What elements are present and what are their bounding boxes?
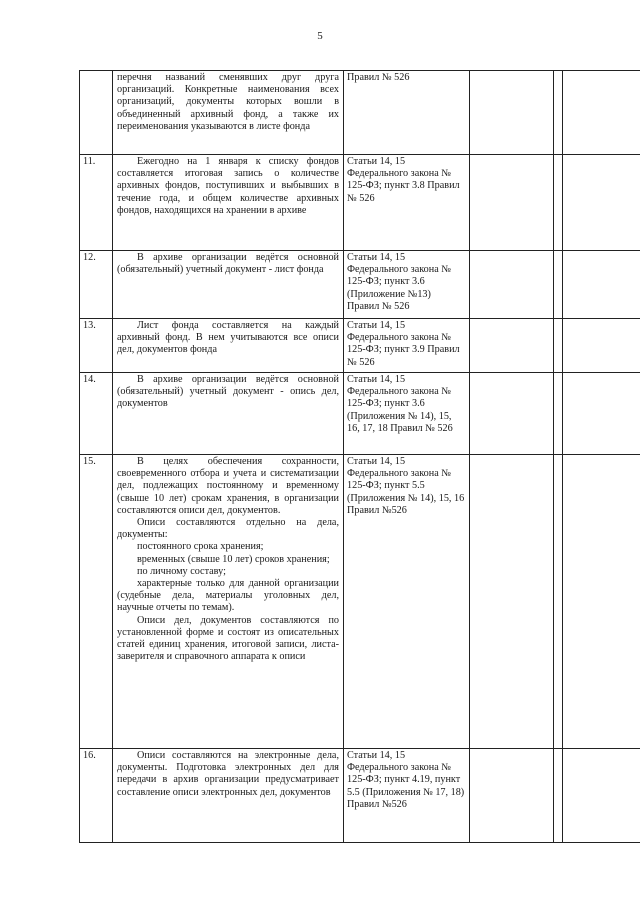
table-row: [80, 251, 640, 319]
row-number: 14.: [80, 373, 113, 455]
empty-cell: [470, 251, 554, 319]
empty-cell: [554, 749, 563, 843]
row-number: 15.: [80, 455, 113, 749]
requirement-text: В архиве организации ведётся основной (обязательный) учетный документ - опись дел, документов: [113, 373, 344, 455]
empty-cell: [470, 155, 554, 251]
legal-reference: Статьи 14, 15 Федерального закона № 125-ФЗ; пункт 5.5 (Приложения № 14), 15, 16 Правил №526: [344, 455, 470, 749]
empty-cell: [563, 749, 640, 843]
requirement-text: Ежегодно на 1 января к списку фондов составляется итоговая запись о количестве архивных фондов, поступивших и выбывших в течение года, и общем количестве архивных фондов, находящихся на хранении в архиве: [113, 155, 344, 251]
empty-cell: [563, 71, 640, 155]
requirement-text: В архиве организации ведётся основной (обязательный) учетный документ - лист фонда: [113, 251, 344, 319]
table-row: [80, 155, 640, 251]
requirement-text: перечня названий сменявших друг друга организаций. Конкретные наименования всех организаций, документы которых вошли в объединенный архивный фонд, а также их переименования указываются в листе фонда: [113, 71, 344, 155]
empty-cell: [563, 251, 640, 319]
row-number: 13.: [80, 319, 113, 373]
legal-reference: Правил № 526: [344, 71, 470, 155]
table-row: [80, 455, 640, 749]
legal-reference: Статьи 14, 15 Федерального закона № 125-ФЗ; пункт 4.19, пункт 5.5 (Приложения № 17, 18) Правил №526: [344, 749, 470, 843]
table-row: [80, 749, 640, 843]
empty-cell: [554, 373, 563, 455]
legal-reference: Статьи 14, 15 Федерального закона № 125-ФЗ; пункт 3.9 Правил № 526: [344, 319, 470, 373]
requirement-text: Лист фонда составляется на каждый архивный фонд. В нем учитываются все описи дел, документов фонда: [113, 319, 344, 373]
empty-cell: [470, 319, 554, 373]
empty-cell: [470, 749, 554, 843]
row-number: [80, 71, 113, 155]
legal-reference: Статьи 14, 15 Федерального закона № 125-ФЗ; пункт 3.8 Правил № 526: [344, 155, 470, 251]
page-number: 5: [317, 30, 323, 42]
requirement-text: В целях обеспечения сохранности, своевременного отбора и учета и систематизации дел, подлежащих постоянному и временному (свыше 10 лет) срокам хранения, в организации составляются описи дел, документов. Описи составляются отдельно на дела, документы: постоянного срока хранения; временных (свыше 10 лет) сроков хранения; по личному составу; характерные только для данной организации (судебные дела, материалы уголовных дел, научные отчеты по темам). Описи дел, документов составляются по установленной форме и состоят из описательных статей единиц хранения, итоговой записи, листа-заверителя и справочного аппарата к описи: [113, 455, 344, 749]
table-row: [80, 373, 640, 455]
table-row: [80, 319, 640, 373]
empty-cell: [563, 373, 640, 455]
table-row: [80, 71, 640, 155]
legal-reference: Статьи 14, 15 Федерального закона № 125-ФЗ; пункт 3.6 (Приложения № 14), 15, 16, 17, 18 Правил № 526: [344, 373, 470, 455]
empty-cell: [563, 455, 640, 749]
empty-cell: [554, 155, 563, 251]
empty-cell: [554, 319, 563, 373]
empty-cell: [470, 71, 554, 155]
empty-cell: [554, 251, 563, 319]
empty-cell: [470, 455, 554, 749]
empty-cell: [470, 373, 554, 455]
empty-cell: [563, 319, 640, 373]
requirements-table: [79, 70, 640, 843]
row-number: 16.: [80, 749, 113, 843]
empty-cell: [554, 455, 563, 749]
empty-cell: [554, 71, 563, 155]
row-number: 12.: [80, 251, 113, 319]
row-number: 11.: [80, 155, 113, 251]
requirement-text: Описи составляются на электронные дела, документы. Подготовка электронных дел для передачи в архив организации предусматривает составление описи электронных дел, документов: [113, 749, 344, 843]
empty-cell: [563, 155, 640, 251]
legal-reference: Статьи 14, 15 Федерального закона № 125-ФЗ; пункт 3.6 (Приложение №13) Правил № 526: [344, 251, 470, 319]
